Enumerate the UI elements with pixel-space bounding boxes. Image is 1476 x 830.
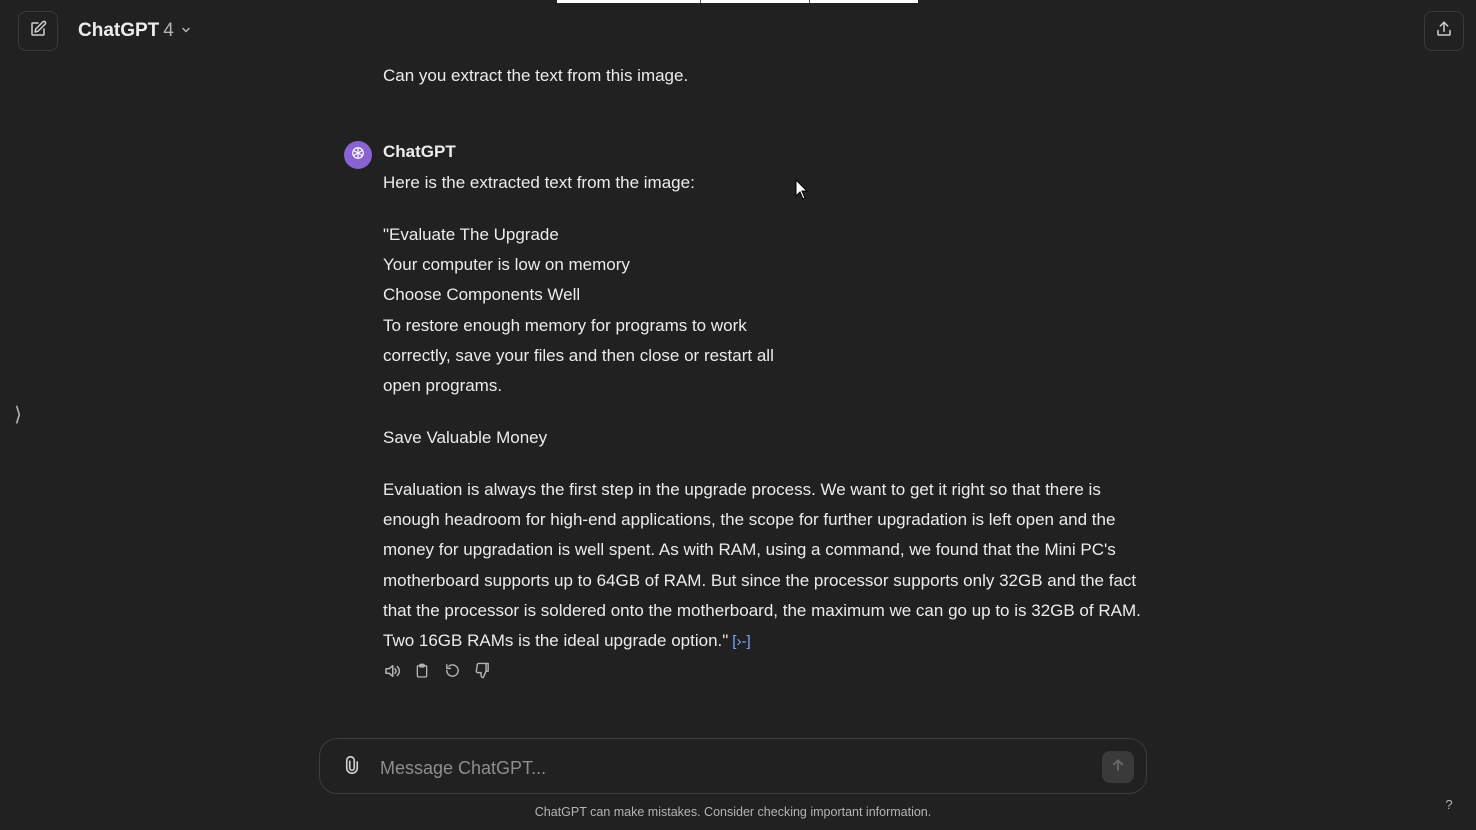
share-button[interactable]: [1424, 11, 1464, 51]
share-icon: [1435, 20, 1453, 43]
model-name: ChatGPT: [78, 20, 160, 41]
extracted-line: Your computer is low on memory: [383, 255, 630, 275]
model-selector[interactable]: [78, 19, 192, 43]
edit-icon: [29, 20, 47, 43]
copy-button[interactable]: [413, 663, 431, 683]
extracted-line: To restore enough memory for programs to work: [383, 315, 747, 335]
sidebar-toggle-button[interactable]: [10, 402, 26, 426]
assistant-intro: Here is the extracted text from the image:: [383, 173, 695, 192]
disclaimer-text: ChatGPT can make mistakes. Consider checking important information.: [534, 805, 932, 819]
user-message: Can you extract the text from this image.: [383, 66, 689, 85]
model-version: 4: [163, 20, 174, 41]
refresh-icon: [444, 662, 461, 684]
thumbs-down-button[interactable]: [473, 663, 491, 683]
help-button[interactable]: ?: [1445, 796, 1453, 812]
clipboard-icon: [414, 662, 430, 685]
extracted-line: correctly, save your files and then close or restart all: [383, 345, 774, 365]
extracted-line: open programs.: [383, 376, 503, 396]
thumbs-down-icon: [474, 662, 491, 684]
chevron-right-icon: ⟩: [14, 403, 22, 426]
extracted-paragraph-text: Evaluation is always the first step in the upgrade process. We want to get it right so that there is enough headroom for high-end applications, the scope for further upgradation is left open and the money for upgradation is well spent. As with RAM, using a command, we found that the Mini PC's motherboard supports up to 64GB of RAM. But since the processor supports only 32GB and the fact that the processor is soldered onto the motherboard, the maximum we can go up to is 32GB of RAM. Two 16GB RAMs is the ideal upgrade option.": [383, 480, 1141, 651]
arrow-up-icon: [1110, 757, 1126, 778]
attach-button[interactable]: [342, 755, 362, 779]
assistant-avatar: [344, 141, 372, 169]
send-button[interactable]: [1102, 751, 1134, 783]
message-input[interactable]: [378, 753, 1082, 783]
openai-logo-icon: [349, 144, 367, 167]
paperclip-icon: [343, 754, 361, 781]
mouse-cursor-icon: [795, 179, 809, 206]
citation-link[interactable]: [›-]: [732, 633, 751, 651]
extracted-heading: Save Valuable Money: [383, 428, 548, 448]
assistant-message: [383, 168, 1143, 657]
extracted-paragraph: [383, 475, 1143, 657]
message-actions: [383, 663, 491, 683]
assistant-name: ChatGPT: [383, 142, 456, 161]
read-aloud-button[interactable]: [383, 663, 401, 683]
top-progress-strip: [557, 0, 918, 3]
chevron-down-icon: [178, 20, 192, 42]
regenerate-button[interactable]: [443, 663, 461, 683]
new-chat-button[interactable]: [18, 11, 58, 51]
extracted-line: "Evaluate The Upgrade: [383, 225, 559, 244]
extracted-line: Choose Components Well: [383, 285, 581, 305]
speaker-icon: [383, 662, 401, 685]
message-composer: [319, 738, 1147, 794]
